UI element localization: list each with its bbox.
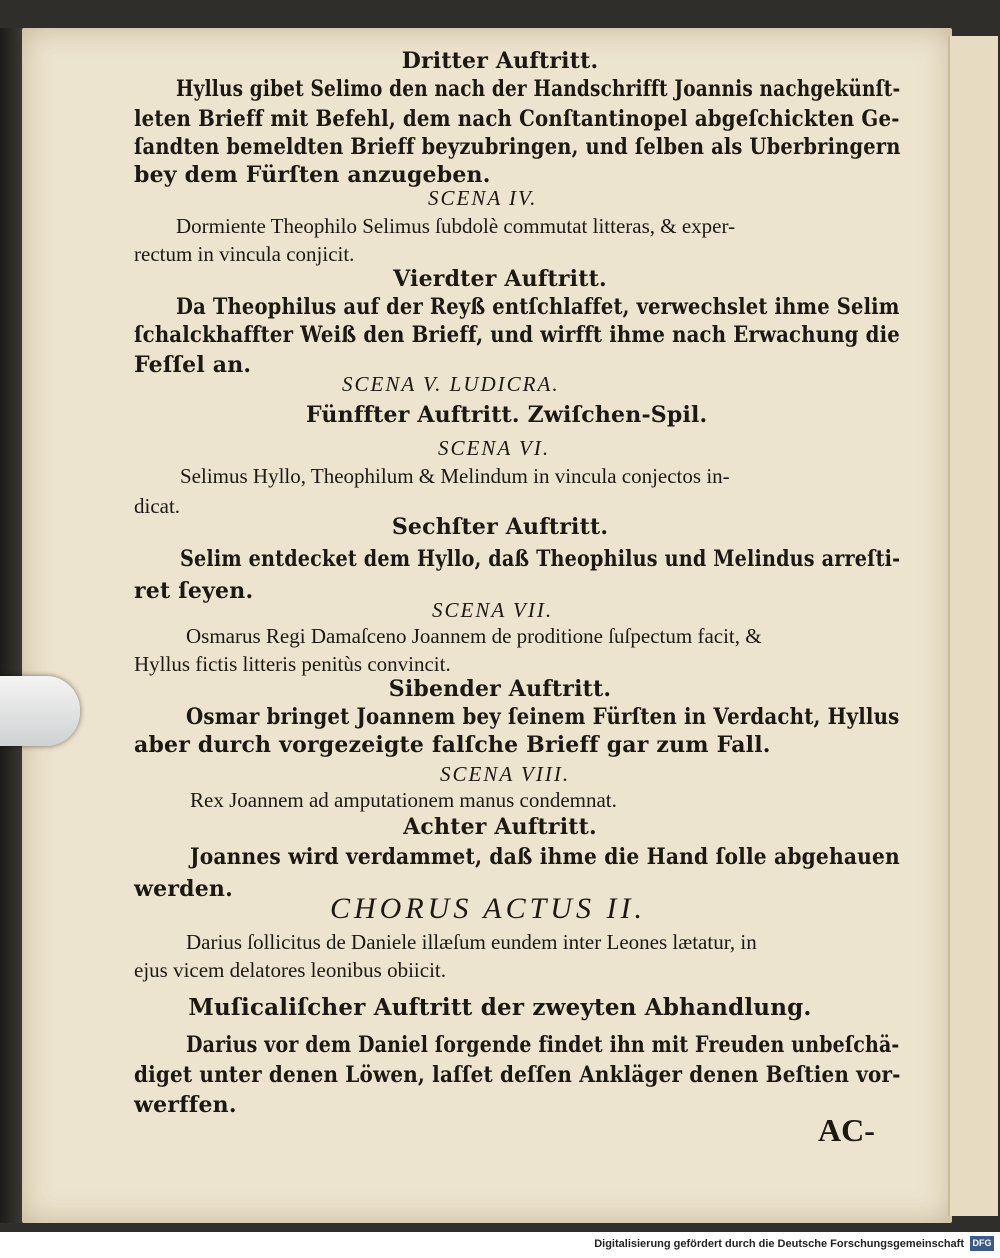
text-line: ſchalckhaffter Weiß den Brieff, und wirfft ihme nach Erwachung die (134, 322, 900, 348)
text-line: Hyllus gibet Selimo den nach der Handschrifft Joannis nachgekünſt- (176, 76, 901, 102)
text-line: Rex Joannem ad amputationem manus condemnat. (190, 788, 617, 812)
heading-sibender-auftritt: Sibender Auftritt. (388, 676, 612, 702)
text-line: Feſſel an. (134, 352, 252, 378)
heading-musicalischer-auftritt: Muſicaliſcher Auftritt der zweyten Abhandlung. (188, 994, 812, 1021)
text-line: dicat. (134, 494, 181, 518)
heading-achter-auftritt: Achter Auftritt. (403, 814, 597, 840)
text-line: rectum in vincula conjicit. (134, 242, 355, 266)
heading-scena-viii: SCENA VIII. (440, 762, 571, 786)
text-line: leten Brieff mit Befehl, dem nach Conſtantinopel abgeſchickten Ge- (134, 106, 900, 132)
heading-scena-iv: SCENA IV. (428, 186, 538, 210)
text-line: Dormiente Theophilo Selimus ſubdolè commutat litteras, & exper- (176, 214, 736, 238)
digitization-credit: Digitalisierung gefördert durch die Deutsche Forschungsgemeinschaft (594, 1238, 964, 1250)
text-line: Darius ſollicitus de Daniele illæſum eundem inter Leones lætatur, in (186, 930, 757, 954)
text-line: ſandten bemeldten Brieff beyzubringen, und ſelben als Uberbringern (134, 134, 901, 160)
heading-scena-vi: SCENA VI. (438, 436, 551, 460)
heading-dritter-auftritt: Dritter Auftritt. (401, 48, 599, 74)
text-line: ret ſeyen. (134, 578, 254, 604)
text-line: Osmar bringet Joannem bey ſeinem Fürſten in Verdacht, Hyllus (186, 704, 900, 730)
next-page-edge (948, 36, 998, 1216)
text-line: aber durch vorgezeigte falſche Brieff gar zum Fall. (134, 732, 771, 758)
text-line: Darius vor dem Daniel ſorgende findet ihn mit Freuden unbeſchä- (186, 1032, 900, 1058)
heading-fuenffter-auftritt: Fünffter Auftritt. Zwiſchen-Spil. (306, 402, 708, 428)
text-line: Joannes wird verdammet, daß ihme die Hand ſolle abgehauen (190, 844, 900, 870)
heading-vierdter-auftritt: Vierdter Auftritt. (393, 266, 607, 292)
text-line: Osmarus Regi Damaſceno Joannem de proditione ſuſpectum facit, & (186, 624, 762, 648)
text-line: diget unter denen Löwen, laſſet deſſen Ankläger denen Beſtien vor- (134, 1062, 901, 1088)
heading-scena-v: SCENA V. LUDICRA. (342, 372, 560, 396)
text-line: werden. (134, 876, 233, 902)
heading-chorus-actus-ii: CHORUS ACTUS II. (330, 892, 646, 925)
text-line: ejus vicem delatores leonibus obiicit. (134, 958, 447, 982)
text-line: Selimus Hyllo, Theophilum & Melindum in vincula conjectos in- (180, 464, 730, 488)
catchword: AC- (818, 1112, 875, 1148)
heading-scena-vii: SCENA VII. (432, 598, 554, 622)
binding-shadow (0, 28, 22, 1223)
heading-sechster-auftritt: Sechſter Auftritt. (391, 514, 609, 540)
text-line: Da Theophilus auf der Reyß entſchlaffet, verwechslet ihme Selim (176, 294, 900, 320)
text-line: bey dem Fürſten anzugeben. (134, 162, 491, 188)
text-line: Selim entdecket dem Hyllo, daß Theophilus und Melindus arreſti- (180, 546, 901, 572)
text-line: werffen. (134, 1092, 237, 1118)
text-line: Hyllus fictis litteris penitùs convincit. (134, 652, 451, 676)
dfg-logo: DFG (970, 1236, 994, 1251)
